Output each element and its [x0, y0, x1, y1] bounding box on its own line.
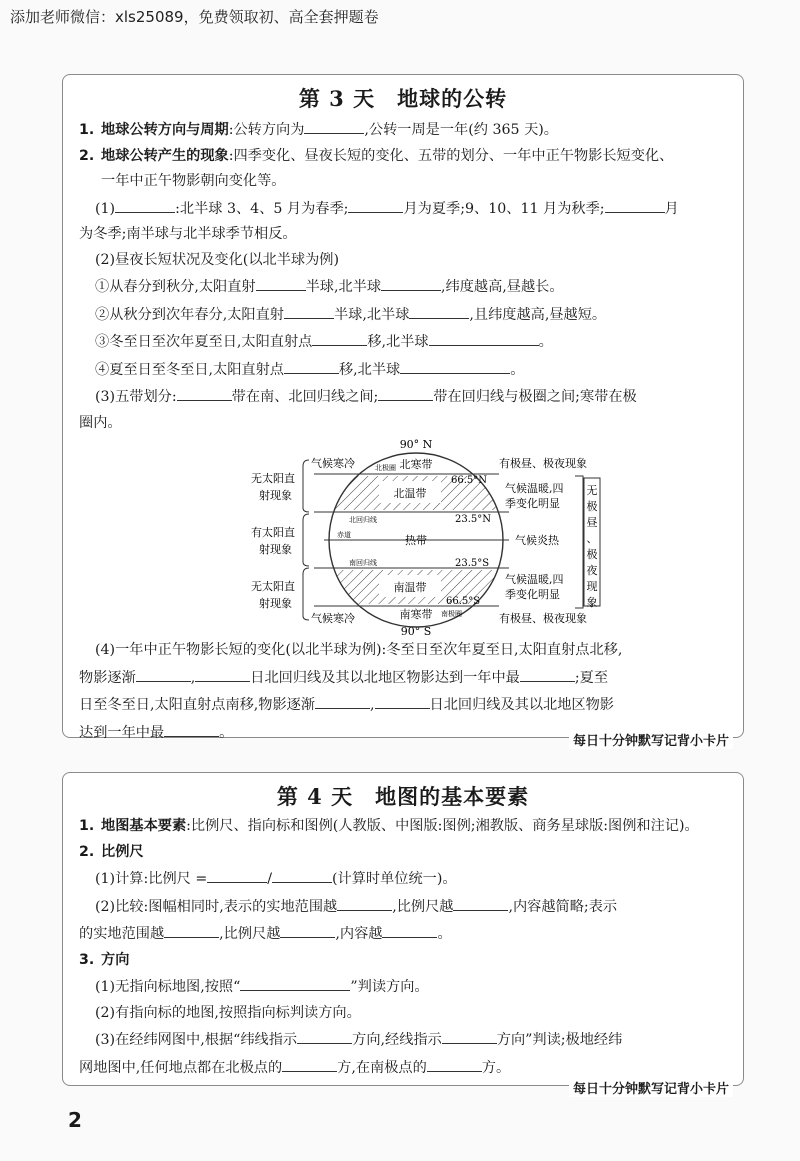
card-title-day3: 第 3 天 地球的公转 [298, 86, 508, 111]
lat-23s: 23.5°S [455, 558, 490, 569]
south-temperate-label: 南温带 [393, 581, 427, 594]
blank[interactable] [315, 691, 370, 709]
polar-top-label: 有极昼、极夜现象 [499, 457, 587, 470]
blank[interactable] [520, 664, 575, 682]
north-pole-label: 90° N [399, 438, 433, 451]
blank[interactable] [240, 973, 350, 991]
five-zones-svg [79, 438, 733, 636]
equator-name: 赤道 [337, 531, 351, 539]
tropic-capricorn-name: 南回归线 [349, 559, 377, 567]
tropical-label: 热带 [405, 534, 427, 547]
d4-sub-2-cont: 的实地范围越 ,比例尺越 ,内容越 。 [79, 920, 733, 948]
blank[interactable] [207, 865, 267, 883]
sub-4-line3: 日至冬至日,太阳直射点南移,物影逐渐 , 日北回归线及其以北地区物影 [79, 691, 733, 719]
north-cold-climate: 气候寒冷 [311, 457, 355, 470]
circle-1: ①从春分到秋分,太阳直射 半球,北半球 ,纬度越高,昼越长。 [79, 273, 733, 301]
blank[interactable] [375, 691, 430, 709]
blank[interactable] [280, 920, 335, 938]
d4-dir-3: (3)在经纬网图中,根据“纬线指示 方向,经线指示 方向”判读;极地经纬 [79, 1026, 733, 1054]
d4-item-3: 3. 方向 [79, 951, 130, 968]
right-box-char-4: 极 [586, 548, 598, 561]
blank[interactable] [337, 893, 392, 911]
north-frigid-label: 北寒带 [399, 458, 433, 471]
nt-climate-line2: 季变化明显 [505, 497, 560, 510]
polar-bottom-label: 有极昼、极夜现象 [499, 612, 587, 625]
blank[interactable] [164, 920, 219, 938]
st-climate-line2: 季变化明显 [505, 588, 560, 601]
d4-sub-2: (2)比较:图幅相同时,表示的实地范围越 ,比例尺越 ,内容越简略;表示 [79, 893, 733, 921]
blank[interactable] [284, 356, 339, 374]
right-box-char-6: 现 [586, 580, 598, 593]
blank[interactable] [284, 301, 334, 319]
blank[interactable] [381, 273, 441, 291]
sub-4-line4: 达到一年中最 。 [79, 719, 733, 747]
north-temperate-label: 北温带 [393, 487, 427, 500]
d4-dir-2: (2)有指向标的地图,按照指向标判读方向。 [95, 1004, 361, 1021]
five-zones-diagram [79, 438, 733, 636]
st-climate-line1: 气候温暖,四 [505, 573, 564, 586]
circle-2: ②从秋分到次年春分,太阳直射 半球,北半球 ,且纬度越高,昼越短。 [79, 301, 733, 329]
blank[interactable] [282, 1054, 337, 1072]
right-box-char-2: 昼 [586, 516, 598, 529]
lat-66n: 66.5°N [451, 475, 488, 486]
blank[interactable] [136, 664, 191, 682]
blank[interactable] [297, 1026, 352, 1044]
blank[interactable] [427, 1054, 482, 1072]
arctic-circle-name: 北极圈 [375, 464, 396, 472]
left-top-line2: 射现象 [259, 489, 292, 502]
card-footer-day3: 每日十分钟默写记背小卡片 [569, 730, 733, 749]
blank[interactable] [400, 356, 510, 374]
item-2-cont: 一年中正午物影朝向变化等。 [101, 173, 286, 189]
d4-item-1: 1. 地图基本要素:比例尺、指向标和图例(人教版、中图版:图例;湘教版、商务星球版:图例和注记)。 [79, 818, 699, 834]
card-title-day4: 第 4 天 地图的基本要素 [276, 784, 530, 809]
right-bracket [575, 476, 583, 608]
circle-3: ③冬至日至次年夏至日,太阳直射点 移,北半球 。 [79, 328, 733, 356]
right-box-char-1: 极 [586, 500, 598, 513]
blank[interactable] [272, 865, 332, 883]
sub-3-cont: 圈内。 [79, 414, 122, 431]
blank[interactable] [164, 719, 219, 737]
sub-4: (4)一年中正午物影长短的变化(以北半球为例):冬至日至次年夏至日,太阳直射点北移, [95, 642, 623, 658]
antarctic-circle-name: 南极圈 [441, 610, 462, 618]
south-cold-climate: 气候寒冷 [311, 612, 355, 625]
right-box-char-7: 象 [586, 596, 598, 609]
blank[interactable] [605, 195, 665, 213]
blank[interactable] [312, 328, 367, 346]
nt-climate-line1: 气候温暖,四 [505, 482, 564, 495]
left-bot-line1: 无太阳直 [251, 580, 295, 593]
d4-dir-1: (1)无指向标地图,按照“ ”判读方向。 [79, 973, 733, 1001]
d4-dir-3-cont: 网地图中,任何地点都在北极点的 方,在南极点的 方。 [79, 1054, 733, 1082]
blank[interactable] [348, 195, 403, 213]
d4-sub-1: (1)计算:比例尺 = / (计算时单位统一)。 [79, 865, 733, 893]
tropic-cancer-name: 北回归线 [349, 516, 377, 524]
right-box-char-3: 、 [586, 532, 598, 545]
blank[interactable] [378, 383, 433, 401]
south-frigid-label: 南寒带 [399, 608, 433, 621]
card-day3 [62, 74, 744, 749]
card-footer-day4: 每日十分钟默写记背小卡片 [569, 1078, 733, 1097]
blank[interactable] [382, 920, 437, 938]
lat-66s: 66.5°S [446, 596, 481, 607]
south-pole-label: 90° S [400, 625, 432, 636]
hot-climate: 气候炎热 [515, 534, 559, 547]
sub-2: (2)昼夜长短状况及变化(以北半球为例) [95, 251, 339, 268]
sub-1: (1) :北半球 3、4、5 月为春季; 月为夏季;9、10、11 月为秋季; 月 [79, 195, 733, 223]
blank[interactable] [177, 383, 232, 401]
left-mid-line2: 射现象 [259, 543, 292, 556]
blank[interactable] [442, 1026, 497, 1044]
item-1: 1. 地球公转方向与周期:公转方向为 ,公转一周是一年(约 365 天)。 [79, 116, 733, 144]
right-box-char-0: 无 [586, 484, 598, 497]
left-bot-line2: 射现象 [259, 597, 292, 610]
blank[interactable] [304, 116, 364, 134]
circle-4: ④夏至日至冬至日,太阳直射点 移,北半球 。 [79, 356, 733, 384]
right-box-char-5: 夜 [586, 564, 598, 577]
blank[interactable] [195, 664, 250, 682]
sub-1-cont: 为冬季;南半球与北半球季节相反。 [79, 226, 297, 242]
sub-3: (3)五带划分: 带在南、北回归线之间; 带在回归线与极圈之间;寒带在极 [79, 383, 733, 411]
sub-4-line2: 物影逐渐 , 日北回归线及其以北地区物影达到一年中最 ;夏至 [79, 664, 733, 692]
d4-item-2: 2. 比例尺 [79, 843, 144, 860]
blank[interactable] [429, 328, 539, 346]
blank[interactable] [115, 195, 175, 213]
left-mid-line1: 有太阳直 [251, 526, 295, 539]
card-content-day3 [63, 116, 743, 746]
item-2: 2. 地球公转产生的现象:四季变化、昼夜长短的变化、五带的划分、一年中正午物影长短变化、 [79, 147, 674, 164]
card-content-day4 [63, 814, 743, 1081]
page-number: 2 [68, 1108, 82, 1132]
blank[interactable] [453, 893, 508, 911]
left-top-line1: 无太阳直 [251, 472, 295, 485]
blank[interactable] [256, 273, 306, 291]
card-day4 [62, 772, 744, 1097]
watermark-text: 添加老师微信：xls25089，免费领取初、高全套押题卷 [10, 8, 379, 26]
blank[interactable] [409, 301, 469, 319]
lat-23n: 23.5°N [455, 514, 492, 525]
